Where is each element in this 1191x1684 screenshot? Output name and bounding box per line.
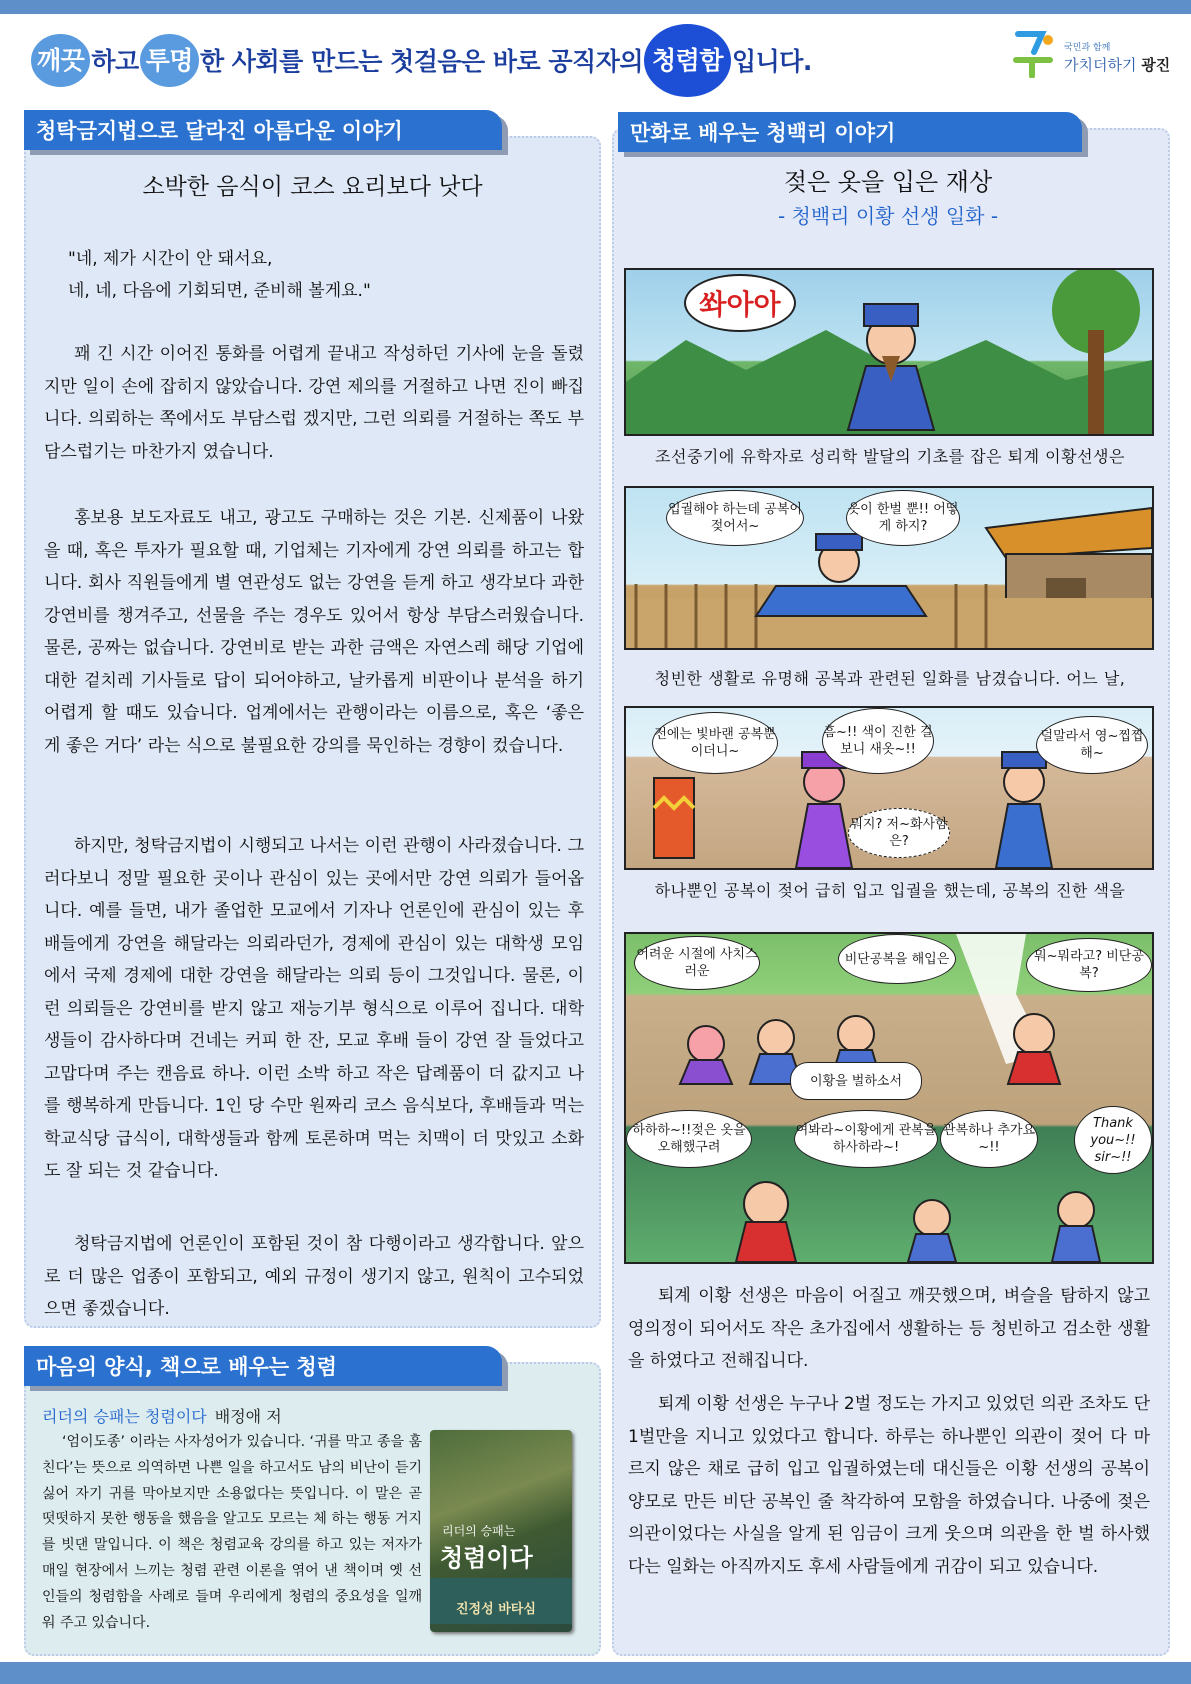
speech-bubble-7: 어려운 시절에 사치스러운 [634, 936, 760, 990]
headline-slogan [30, 28, 812, 92]
comic-caption-3: 하나뿐인 공복이 젖어 급히 입고 입궐을 했는데, 공복의 진한 색을 [654, 881, 1126, 900]
speech-bubble-10: 이황을 벌하소서 [790, 1062, 922, 1100]
book-cover-author: 진정성 바타심 [456, 1602, 536, 1617]
comic-frame-3 [624, 706, 1154, 870]
book-cover-line-2: 청렴이다 [440, 1544, 533, 1572]
speech-bubble-11: 하하하~!!젖은 옷을 오해했구려 [626, 1110, 752, 1168]
book-section-heading: 마음의 양식, 책으로 배우는 청렴 [24, 1346, 502, 1386]
headline-bubble-1: 깨끗 [31, 34, 90, 87]
speech-bubble-2: 옷이 한벌 뿐!! 어떻게 하지? [846, 490, 960, 546]
comic-title: 젖은 옷을 입은 재상 [783, 168, 993, 196]
logo-text-main: 가치더하기 [1064, 56, 1137, 74]
book-author: 배정애 저 [214, 1407, 282, 1426]
comic-paragraph-2: 퇴계 이황 선생은 누구나 2벌 정도는 가지고 있었던 의관 조차도 단 1벌만을 지니고 있었다고 합니다. 하루는 하나뿐인 의관이 젖어 다 마르지 않은 채로 급히 입고 입궐하였는데 대신들은 이황 선생의 공복이 양모로 만든 비단 공복인 줄 착각하여 모함을 하였습니다. 나중에 젖은 의관이었다는 사실을 알게 된 임금이 크게 웃으며 의관을 한 벌 하사했다는 일화는 아직까지도 후세 사람들에게 귀감이 되고 있습니다. [628, 1394, 1150, 1577]
book-title [42, 1404, 282, 1427]
logo-text [1064, 54, 1170, 75]
speech-bubble-3: 전에는 빛바랜 공복뿐이더니~ [652, 712, 778, 774]
gwangjin-logo-mark-icon [1012, 26, 1056, 78]
speech-bubble-6: 뭐지? 저~화사함은? [848, 808, 950, 858]
speech-bubble-9: 뭐~뭐라고? 비단공복? [1026, 938, 1152, 992]
right-section-heading: 만화로 배우는 청백리 이야기 [618, 112, 1082, 152]
headline-bubble-2: 투명 [140, 34, 199, 87]
sound-effect-text: 쏴아아 [684, 274, 796, 332]
speech-bubble-4: 흠~!! 색이 진한 걸보니 새옷~!! [822, 708, 934, 774]
story-quote-line-1: "네, 제가 시간이 안 돼서요, [68, 249, 273, 269]
speech-bubble-5: 덜말라서 영~찝찝해~ [1036, 716, 1148, 774]
book-cover-line-1: 리더의 승패는 [442, 1524, 516, 1538]
story-paragraph-4: 청탁금지법에 언론인이 포함된 것이 참 다행이라고 생각합니다. 앞으로 더 많은 업종이 포함되고, 예외 규정이 생기지 않고, 원칙이 고수되었으면 좋겠습니다. [44, 1234, 584, 1319]
logo-subtext: 국민과 함께 [1064, 43, 1111, 53]
story-paragraph-3: 하지만, 청탁금지법이 시행되고 나서는 이런 관행이 사라졌습니다. 그러다보니 정말 필요한 곳이나 관심이 있는 곳에서만 강연 의뢰가 들어옵니다. 예를 들면, 내가 졸업한 모교에서 기자나 언론인에 관심이 있는 후배들에게 강연을 해달라는 의뢰라던가, 경제에 관심이 있는 대학생 모임에서 국제 경제에 대한 강연을 해달라는 의뢰 등이 그것입니다. 물론, 이런 의뢰들은 강연비를 받지 않고 재능기부 형식으로 이루어 집니다. 대학생들이 감사하다며 건네는 커피 한 잔, 모교 후배 들이 강연 잘 들었다고 고맙다며 주는 캔음료 하나. 이런 소박 하고 작은 답례품이 더 값지고 나를 행복하게 만듭니다. 1인 당 수만 원짜리 코스 음식보다, 후배들과 먹는 학교식당 급식이, 대학생들과 함께 토론하며 먹는 치맥이 더 맛있고 소화도 잘 되는 것 같습니다. [44, 836, 584, 1181]
speech-bubble-1: 입궐해야 하는데 공복이 젖어서~ [666, 490, 804, 546]
headline-text-2: 한 사회를 만드는 첫걸음은 바로 공직자의 [199, 47, 644, 76]
headline-text-1: 하고 [91, 47, 139, 76]
book-cover-image [430, 1430, 572, 1632]
speech-bubble-13: 관복하나 추가요~!! [940, 1110, 1038, 1168]
left-section-heading: 청탁금지법으로 달라진 아름다운 이야기 [24, 110, 502, 150]
comic-caption-1: 조선중기에 유학자로 성리학 발달의 기초를 잡은 퇴계 이황선생은 [655, 447, 1125, 466]
story-paragraph-2: 홍보용 보도자료도 내고, 광고도 구매하는 것은 기본. 신제품이 나왔을 때, 혹은 투자가 필요할 때, 기업체는 기자에게 강연 의뢰를 하고는 합니다. 회사 직원들에게 별 연관성도 없는 강연을 듣게 하고 생각보다 과한 강연비를 챙겨주고, 선물을 주는 경우도 있어서 항상 부담스러웠습니다. 물론, 공짜는 없습니다. 강연비로 받는 과한 금액은 자연스레 해당 기업에 대한 겉치레 기사들로 답이 되어야하고, 날카롭게 비판이나 분석을 하기 어렵게 할 때도 있습니다. 업계에서는 관행이라는 이름으로, 혹은 ‘좋은 게 좋은 거다’ 라는 식으로 불필요한 강의를 묵인하는 경향이 컸습니다. [44, 508, 584, 756]
comic-subtitle: - 청백리 이황 선생 일화 - [777, 204, 999, 228]
headline-bubble-3: 청렴함 [644, 24, 731, 97]
gwangjin-logo [1012, 26, 1172, 82]
comic-frame-4 [624, 932, 1154, 1264]
comic-paragraph-1: 퇴계 이황 선생은 마음이 어질고 깨끗했으며, 벼슬을 탐하지 않고 영의정이 되어서도 작은 초가집에서 생활하는 등 청빈하고 검소한 생활을 하였다고 전해집니다. [628, 1286, 1150, 1371]
comic-frame-1 [624, 268, 1154, 436]
logo-text-name: 광진 [1141, 56, 1171, 74]
headline-text-3: 입니다. [731, 47, 812, 76]
comic-caption-2: 청빈한 생활로 유명해 공복과 관련된 일화를 남겼습니다. 어느 날, [654, 669, 1126, 688]
story-title: 소박한 음식이 코스 요리보다 낫다 [142, 174, 483, 200]
top-color-bar [0, 0, 1191, 14]
speech-bubble-8: 비단공복을 해입은 [838, 934, 956, 984]
comic-frame-2 [624, 486, 1154, 650]
book-title-text: 리더의 승패는 청렴이다 [42, 1407, 207, 1426]
speech-bubble-12: 여봐라~이황에게 관복을 하사하라~! [794, 1110, 938, 1168]
book-description: ‘엄이도종’ 이라는 사자성어가 있습니다. ‘귀를 막고 종을 훔친다’는 뜻으로 의역하면 나쁜 일을 하고서도 남의 비난이 듣기 싫어 자기 귀를 막아보지만 소용없다는 뜻입니다. 이 말은 곧 떳떳하지 못한 행동을 했음을 알고도 모르는 체 하는 행동 거지를 빗댄 말입니다. 이 책은 청렴교육 강의를 하고 있는 저자가 매일 현장에서 느끼는 청렴 관련 이론을 엮어 낸 책이며 옛 선인들의 청렴함을 사례로 들며 우리에게 청렴의 중요성을 일깨워 주고 있습니다. [42, 1434, 423, 1631]
story-quote-line-2: 네, 네, 다음에 기회되면, 준비해 볼게요." [68, 281, 371, 301]
story-paragraph-1: 꽤 긴 시간 이어진 통화를 어렵게 끝내고 작성하던 기사에 눈을 돌렸지만 일이 손에 잡히지 않았습니다. 강연 제의를 거절하고 나면 진이 빠집니다. 의뢰하는 쪽에서도 부담스럽 겠지만, 그런 의뢰를 거절하는 쪽도 부담스럽기는 마찬가지 였습니다. [44, 344, 584, 462]
bottom-color-bar [0, 1662, 1191, 1684]
speech-bubble-14: Thank you~!! sir~!! [1074, 1106, 1152, 1174]
